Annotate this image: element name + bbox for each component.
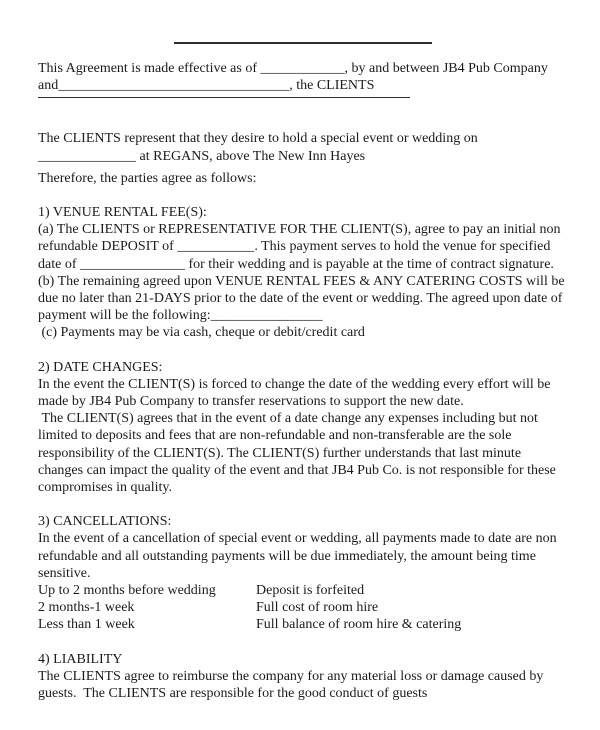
agreement-lead: Therefore, the parties agree as follows: bbox=[38, 170, 257, 186]
section-liability bbox=[38, 651, 568, 703]
section-paragraph: The CLIENTS agree to reimburse the company for any material loss or damage caused by guests. The CLIENTS are responsible for the good conduct of guests bbox=[38, 668, 547, 702]
intro-paragraph bbox=[38, 60, 568, 98]
schedule-row bbox=[38, 616, 568, 633]
intro-line-1: This Agreement is made effective as of ____________, by and between JB4 Pub Company bbox=[38, 61, 548, 76]
schedule-row bbox=[38, 582, 568, 599]
clause-c: (c) Payments may be via cash, cheque or debit/credit card bbox=[38, 325, 365, 341]
section-heading: 3) CANCELLATIONS: bbox=[38, 514, 172, 530]
section-heading: 4) LIABILITY bbox=[38, 651, 123, 667]
representation-paragraph: The CLIENTS represent that they desire to hold a special event or wedding on ______________ at REGANS, above The New Inn Hayes bbox=[38, 131, 482, 164]
schedule-consequence: Full balance of room hire & catering bbox=[256, 617, 462, 633]
section-paragraph: The CLIENT(S) agrees that in the event of a date change any expenses including but not limited to deposits and fees that are non-refundable and non-transferable are the sole responsibility of the CLIENT(S). The CLIENT(S) further understands that last minute changes can impact the quality of the event and that JB4 Pub Co. is not responsible for these compromises in quality. bbox=[38, 411, 560, 496]
intro-line-2: and_________________________________, the CLIENTS bbox=[38, 78, 375, 94]
schedule-row bbox=[38, 599, 568, 616]
section-venue-rental-fees bbox=[38, 204, 568, 342]
schedule-term: 2 months-1 week bbox=[38, 600, 135, 616]
intro-underline bbox=[38, 97, 410, 98]
clause-b: (b) The remaining agreed upon VENUE RENTAL FEES & ANY CATERING COSTS will be due no later than 21-DAYS prior to the date of the event or wedding. The agreed upon date of payment will be the following:________________ bbox=[38, 273, 569, 324]
section-heading: 1) VENUE RENTAL FEE(S): bbox=[38, 205, 207, 221]
section-heading: 2) DATE CHANGES: bbox=[38, 359, 163, 375]
schedule-term: Less than 1 week bbox=[38, 617, 135, 633]
section-paragraph: In the event of a cancellation of special event or wedding, all payments made to date are non refundable and all outstanding payments will be due immediately, the amount being time sensitive. bbox=[38, 531, 561, 581]
section-date-changes bbox=[38, 359, 568, 497]
schedule-consequence: Deposit is forfeited bbox=[256, 583, 365, 599]
schedule-term: Up to 2 months before wedding bbox=[38, 583, 216, 599]
title-blank-line bbox=[174, 42, 432, 44]
schedule-consequence: Full cost of room hire bbox=[256, 600, 379, 616]
cancellation-schedule bbox=[38, 582, 568, 634]
clause-a: (a) The CLIENTS or REPRESENTATIVE FOR THE CLIENT(S), agree to pay an initial non refundable DEPOSIT of ___________. This payment serves to hold the venue for specified date of _______________ for their wedding and is payable at the time of contract signature. bbox=[38, 222, 564, 272]
section-paragraph: In the event the CLIENT(S) is forced to change the date of the wedding every effort will be made by JB4 Pub Company to transfer reservations to support the new date. bbox=[38, 376, 555, 410]
section-cancellations bbox=[38, 513, 568, 633]
